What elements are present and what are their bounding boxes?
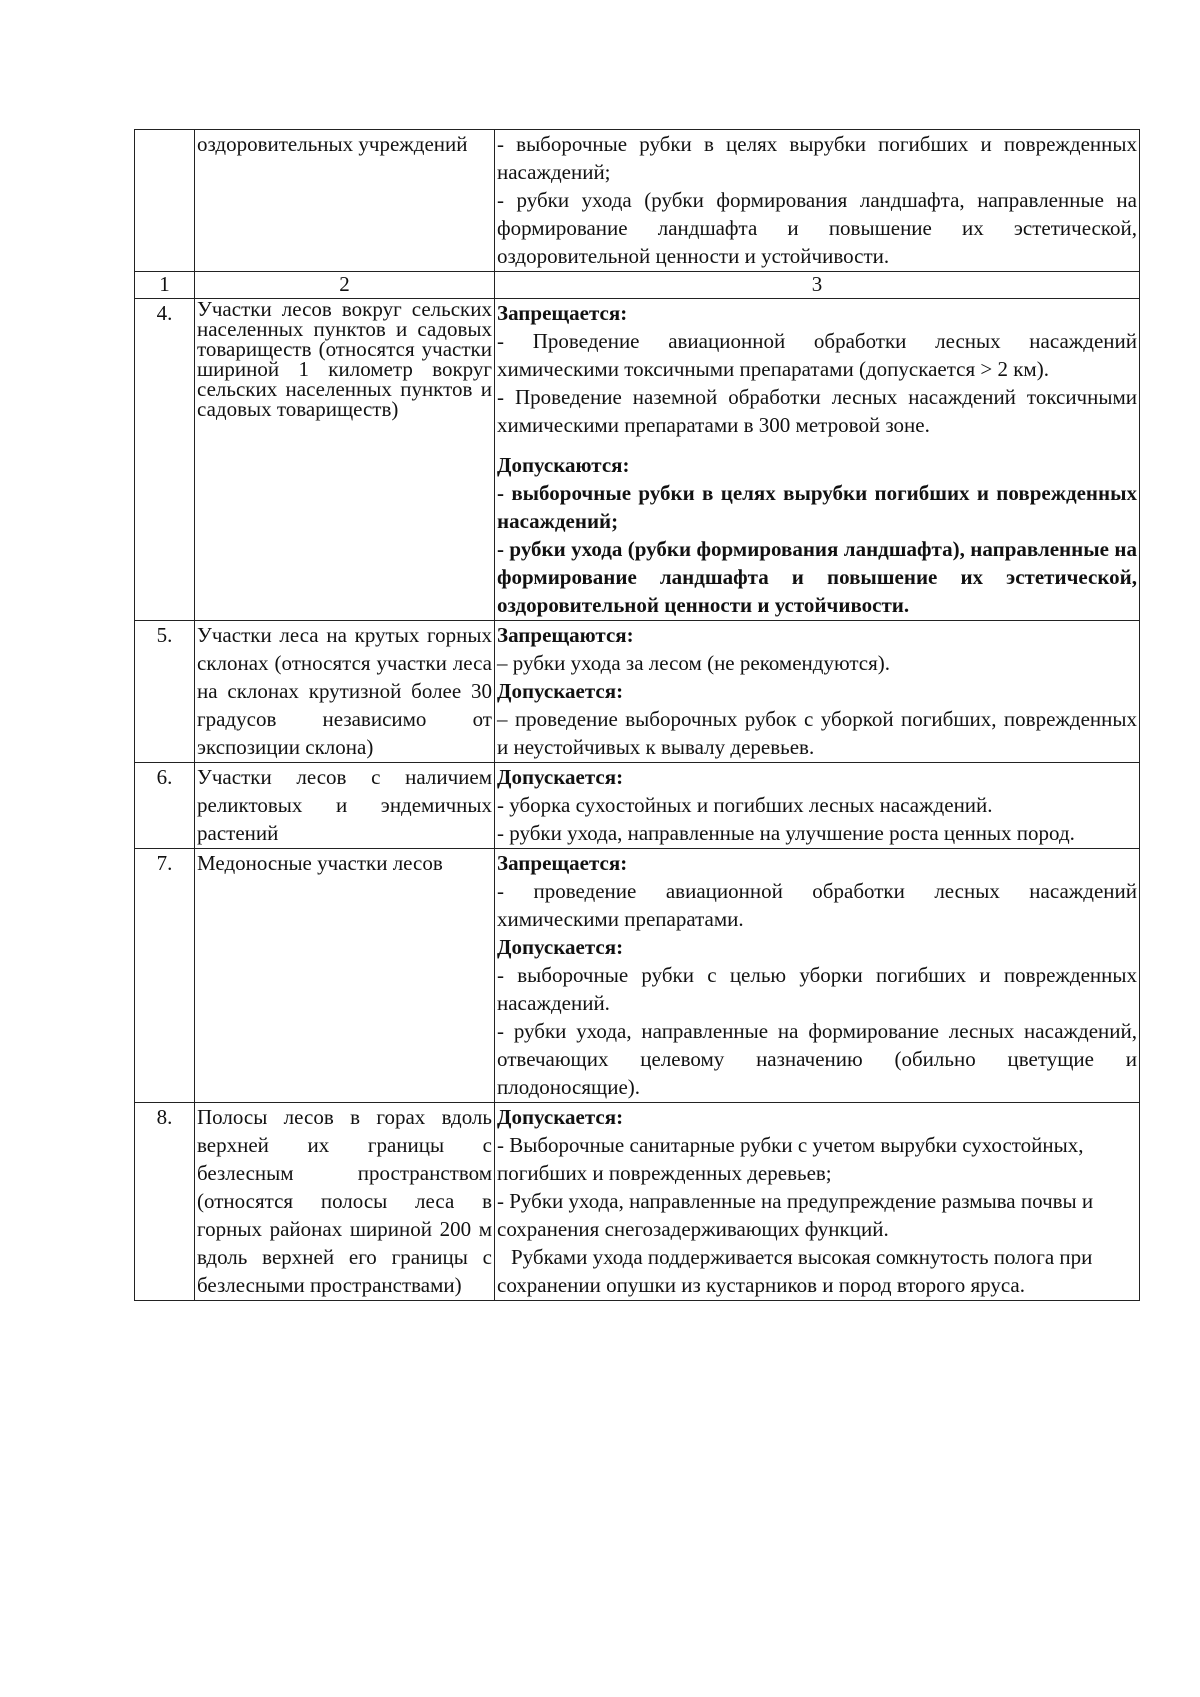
- regime-cell: [495, 130, 1140, 272]
- allowed-label: Допускаются:: [497, 453, 630, 477]
- area-name-cell: Участки лесов с наличием реликтовых и эндемичных растений: [195, 763, 495, 849]
- allowed-item: - выборочные рубки в целях вырубки погибших и поврежденных насаждений;: [497, 132, 1137, 184]
- table-row-7: [135, 849, 1140, 1103]
- row-number: 4.: [135, 299, 195, 621]
- area-name-cell: Медоносные участки лесов: [195, 849, 495, 1103]
- allowed-label: Допускается:: [497, 765, 624, 789]
- table-row-4: [135, 299, 1140, 621]
- table-header-row: [135, 272, 1140, 299]
- allowed-label: Допускается:: [497, 679, 624, 703]
- prohibited-item: – рубки ухода за лесом (не рекомендуются).: [497, 651, 891, 675]
- area-name-cell: Участки леса на крутых горных склонах (относятся участки леса на склонах крутизной более 30 градусов независимо от экспозиции склона): [195, 621, 495, 763]
- prohibited-item: - проведение авиационной обработки лесных насаждений химическими препаратами.: [497, 879, 1137, 931]
- area-name-cell: Участки лесов вокруг сельских населенных пунктов и садовых товариществ (относятся участки шириной 1 километр вокруг сельских населенных пунктов и садовых товариществ): [195, 299, 495, 621]
- regime-cell: [495, 1103, 1140, 1301]
- allowed-note: Рубками ухода поддерживается высокая сомкнутость полога при сохранении опушки из кустарников и пород второго яруса.: [497, 1245, 1093, 1297]
- row-number: 8.: [135, 1103, 195, 1301]
- column-number-3: 3: [495, 272, 1140, 299]
- regulations-table: [134, 129, 1140, 1301]
- table-row-6: [135, 763, 1140, 849]
- prohibited-label: Запрещаются:: [497, 623, 634, 647]
- row-number: 6.: [135, 763, 195, 849]
- regime-cell: [495, 621, 1140, 763]
- allowed-item: – проведение выборочных рубок с уборкой погибших, поврежденных и неустойчивых к вывалу деревьев.: [497, 707, 1137, 759]
- area-name-cell: оздоровительных учреждений: [195, 130, 495, 272]
- allowed-item: - рубки ухода (рубки формирования ландшафта, направленные на формирование ландшафта и повышение их эстетической, оздоровительной ценности и устойчивости.: [497, 188, 1137, 268]
- table-row-continuation: [135, 130, 1140, 272]
- row-number: 7.: [135, 849, 195, 1103]
- allowed-item: - Выборочные санитарные рубки с учетом вырубки сухостойных, погибших и поврежденных деревьев;: [497, 1133, 1084, 1185]
- allowed-item: - рубки ухода (рубки формирования ландшафта), направленные на формирование ландшафта и повышение их эстетической, оздоровительной ценности и устойчивости.: [497, 537, 1137, 617]
- table-row-8: [135, 1103, 1140, 1301]
- allowed-item: - выборочные рубки с целью уборки погибших и поврежденных насаждений.: [497, 963, 1137, 1015]
- row-number: 5.: [135, 621, 195, 763]
- allowed-item: - рубки ухода, направленные на формирование лесных насаждений, отвечающих целевому назначению (обильно цветущие и плодоносящие).: [497, 1019, 1137, 1099]
- prohibited-item: - Проведение авиационной обработки лесных насаждений химическими токсичными препаратами (допускается > 2 км).: [497, 329, 1137, 381]
- area-name-cell: Полосы лесов в горах вдоль верхней их границы с безлесным пространством (относятся полосы леса в горных районах шириной 200 м вдоль верхней его границы с безлесными пространствами): [195, 1103, 495, 1301]
- table-row-5: [135, 621, 1140, 763]
- prohibited-label: Запрещается:: [497, 301, 628, 325]
- prohibited-label: Запрещается:: [497, 851, 628, 875]
- column-number-2: 2: [195, 272, 495, 299]
- column-number-1: 1: [135, 272, 195, 299]
- prohibited-item: - Проведение наземной обработки лесных насаждений токсичными химическими препаратами в 300 метровой зоне.: [497, 385, 1137, 437]
- allowed-label: Допускается:: [497, 935, 624, 959]
- regime-cell: [495, 763, 1140, 849]
- allowed-label: Допускается:: [497, 1105, 624, 1129]
- allowed-item: - рубки ухода, направленные на улучшение роста ценных пород.: [497, 821, 1075, 845]
- allowed-item: - выборочные рубки в целях вырубки погибших и поврежденных насаждений;: [497, 481, 1137, 533]
- allowed-item: - уборка сухостойных и погибших лесных насаждений.: [497, 793, 993, 817]
- allowed-item: - Рубки ухода, направленные на предупреждение размыва почвы и сохранения снегозадерживающих функций.: [497, 1189, 1094, 1241]
- regime-cell: [495, 299, 1140, 621]
- row-number-cell: [135, 130, 195, 272]
- regime-cell: [495, 849, 1140, 1103]
